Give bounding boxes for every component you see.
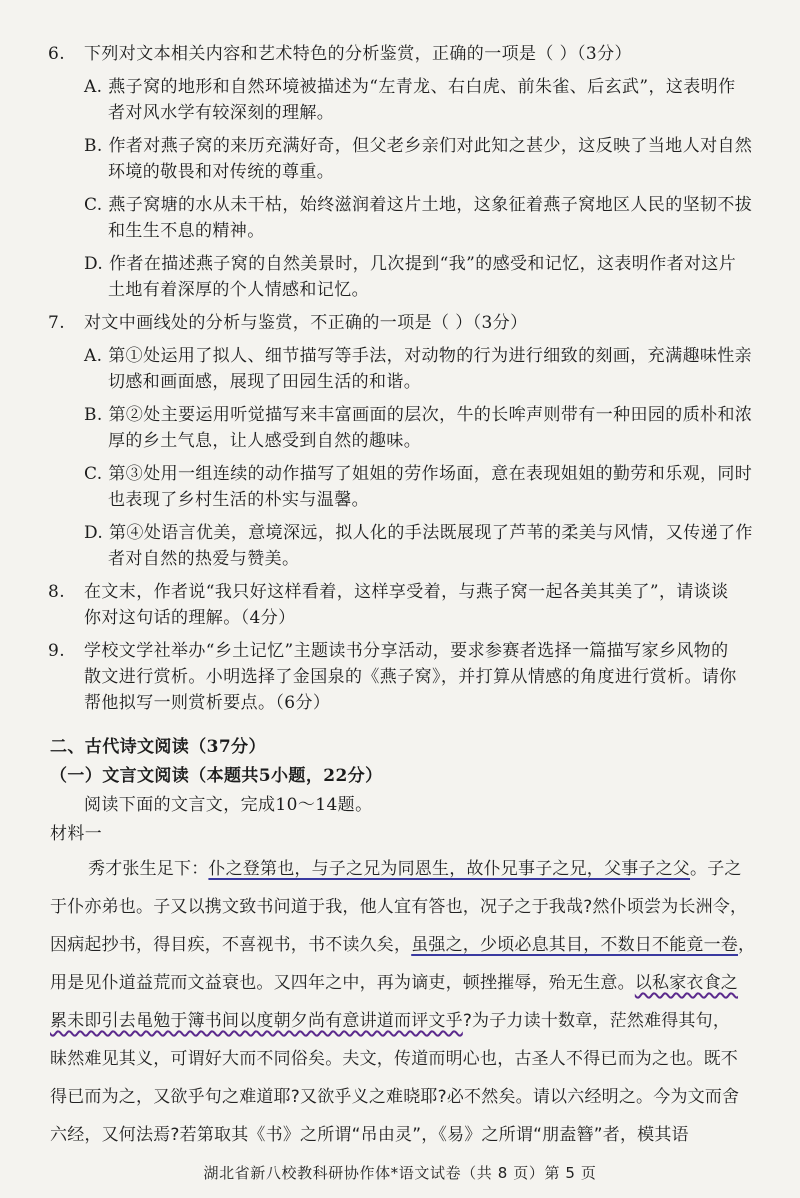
passage-line-2: 于仆亦弟也。子又以携文致书问道于我，他人宜有答也，况子之于我哉?然仆顷尝为长洲令， [50,897,748,917]
q9-line-1: 学校文学社举办“乡土记忆”主题读书分享活动，要求参赛者选择一篇描写家乡风物的 [84,641,729,661]
passage-text: ?为子力读十数章，茫然难得其句， [462,1011,731,1031]
underlined-sentence-1: 仆之登第也，与子之兄为同恩生，故仆兄事子之兄，父事子之父 [208,859,691,879]
q6-option-b-cont: 环境的敬畏和对传统的尊重。 [108,162,335,182]
wavy-underlined-sentence-start: 以私家衣食之 [634,973,739,993]
q9-line-3: 帮他拟写一则赏析要点。（6分） [84,693,331,713]
passage-line-3 [50,935,755,955]
q7-option-d: D. 第④处语言优美，意境深远，拟人化的手法既展现了芦苇的柔美与风情，又传递了作 [84,523,753,543]
passage-line-5 [50,1011,730,1031]
q6-option-d-cont: 土地有着深厚的个人情感和记忆。 [108,280,369,300]
material-label: 材料一 [50,824,103,844]
passage-text: 用是见仆道益荒而文益衰也。又四年之中，再为谪吏，顿挫摧辱，殆无生意。 [50,973,635,993]
q6-number: 6. [48,44,66,64]
q9-number: 9. [48,641,66,661]
passage-line-1 [88,859,742,879]
section-title: 二、古代诗文阅读（37分） [50,737,266,757]
q7-option-d-cont: 者对自然的热爱与赞美。 [108,549,300,569]
passage-text: 。子之 [690,859,742,879]
q6-option-a: A. 燕子窝的地形和自然环境被描述为“左青龙、右白虎、前朱雀、后玄武”，这表明作 [84,77,736,97]
q7-option-c: C. 第③处用一组连续的动作描写了姐姐的劳作场面，意在表现姐姐的勤劳和乐观，同时 [84,464,753,484]
page-footer: 湖北省新八校教科研协作体*语文试卷（共 8 页）第 5 页 [203,1164,597,1182]
q8-number: 8. [48,582,66,602]
passage-line-7: 得已而为之，又欲乎句之难道耶?又欲乎义之难晓耶?必不然矣。请以六经明之。今为文而舍 [50,1087,740,1107]
q9-line-2: 散文进行赏析。小明选择了金国泉的《燕子窝》，并打算从情感的角度进行赏析。请你 [84,667,737,687]
q8-line-1: 在文末，作者说“我只好这样看着，这样享受着，与燕子窝一起各美其美了”，请谈谈 [84,582,729,602]
wavy-underlined-sentence: 累未即引去黾勉于簿书间以度朝夕尚有意讲道而评文乎 [50,1011,463,1031]
q6-stem: 下列对文本相关内容和艺术特色的分析鉴赏，正确的一项是（ ）（3分） [84,44,632,64]
q7-option-a-cont: 切感和画面感，展现了田园生活的和谐。 [108,372,422,392]
q6-option-d: D. 作者在描述燕子窝的自然美景时，几次提到“我”的感受和记忆，这表明作者对这片 [84,254,737,274]
passage-text: 因病起抄书，得目疾，不喜视书，书不读久矣， [50,935,412,955]
q7-option-a: A. 第①处运用了拟人、细节描写等手法，对动物的行为进行细致的刻画，充满趣味性亲 [84,346,753,366]
passage-text: ， [738,935,756,955]
q7-number: 7. [48,313,66,333]
q7-stem: 对文中画线处的分析与鉴赏，不正确的一项是（ ）（3分） [84,313,528,333]
passage-line-4 [50,973,738,993]
section-subtitle: （一）文言文阅读（本题共5小题，22分） [50,766,383,786]
q6-option-a-cont: 者对风水学有较深刻的理解。 [108,103,335,123]
q8-line-2: 你对这句话的理解。（4分） [84,608,296,628]
underlined-sentence-2: 虽强之，少顷必息其目，不数日不能竟一卷 [411,935,739,955]
q7-option-b: B. 第②处主要运用听觉描写来丰富画面的层次，牛的长哞声则带有一种田园的质朴和浓 [84,405,753,425]
passage-salutation: 秀才张生足下： [88,859,209,879]
q6-option-c-cont: 和生生不息的精神。 [108,221,265,241]
q6-option-c: C. 燕子窝塘的水从未干枯，始终滋润着这片土地，这象征着燕子窝地区人民的坚韧不拔 [84,195,753,215]
q6-option-b: B. 作者对燕子窝的来历充满好奇，但父老乡亲们对此知之甚少，这反映了当地人对自然 [84,136,753,156]
passage-line-6: 昧然难见其义，可谓好大而不同俗矣。夫文，传道而明心也，古圣人不得已而为之也。既不 [50,1049,738,1069]
q7-option-c-cont: 也表现了乡村生活的朴实与温馨。 [108,490,369,510]
passage-line-8: 六经，又何法焉?若第取其《书》之所谓“吊由灵”，《易》之所谓“朋盍簪”者，模其语 [50,1125,689,1145]
q7-option-b-cont: 厚的乡土气息，让人感受到自然的趣味。 [108,431,422,451]
section-instruction: 阅读下面的文言文，完成10～14题。 [84,795,373,815]
